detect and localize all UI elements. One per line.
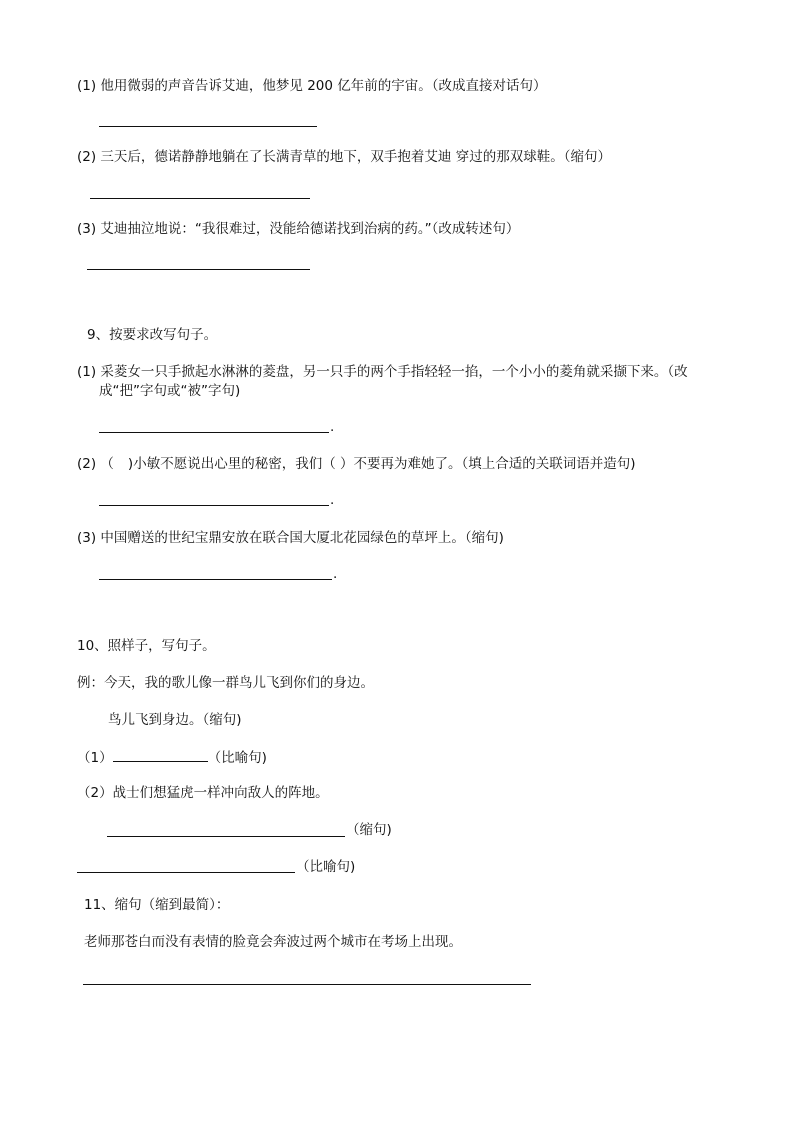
q11-title: 11、缩句（缩到最简）： <box>84 897 230 913</box>
q10-title: 10、照样子，写句子。 <box>77 638 216 654</box>
item-number: (2) <box>77 456 97 472</box>
item-text: 中国赠送的世纪宝鼎安放在联合国大厦北花园绿色的草坪上。（缩句) <box>100 530 504 546</box>
item-number: (1) <box>77 78 97 94</box>
q10-item-2: （2）战士们想猛虎一样冲向敌人的阵地。 <box>77 785 329 801</box>
answer-line[interactable] <box>83 984 531 985</box>
item-number: (3) <box>77 221 97 237</box>
answer-line[interactable] <box>99 579 332 580</box>
item-text: 三天后，德诺静静地躺在了长满青草的地下，双手抱着艾迪 穿过的那双球鞋。（缩句） <box>100 149 611 165</box>
answer-line[interactable] <box>77 872 295 873</box>
q9-item-3 <box>77 529 504 547</box>
q8-item-2 <box>77 148 611 166</box>
answer-line[interactable] <box>99 505 329 506</box>
end-period: . <box>330 492 335 508</box>
q10-item-2-suffix-a: （缩句) <box>346 822 392 838</box>
answer-line[interactable] <box>87 269 310 270</box>
q9-item-2 <box>77 455 636 473</box>
item-text: 艾迪抽泣地说：“我很难过，没能给德诺找到治病的药。”（改成转述句） <box>100 221 520 237</box>
item-number: (3) <box>77 530 97 546</box>
end-period: . <box>330 419 335 435</box>
item-number: （1） <box>77 750 113 766</box>
q8-item-1 <box>77 77 547 95</box>
answer-line[interactable] <box>113 747 208 762</box>
answer-line[interactable] <box>99 432 329 433</box>
q9-item-1 <box>77 363 688 381</box>
end-period: . <box>333 566 338 582</box>
answer-line[interactable] <box>99 126 317 127</box>
item-text: 他用微弱的声音告诉艾迪，他梦见 200 亿年前的宇宙。（改成直接对话句） <box>100 78 547 94</box>
item-number: (1) <box>77 364 97 380</box>
q11-text: 老师那苍白而没有表情的脸竟会奔波过两个城市在考场上出现。 <box>84 934 462 950</box>
item-text: 采菱女一只手掀起水淋淋的菱盘，另一只手的两个手指轻轻一掐，一个小小的菱角就采撷下来。（改 <box>100 364 688 380</box>
item-text: )小敏不愿说出心里的秘密，我们（ ）不要再为难她了。（填上合适的关联词语并造句) <box>127 456 636 472</box>
q10-item-1 <box>77 747 267 767</box>
item-suffix: （比喻句) <box>207 750 267 766</box>
q10-item-2-suffix-b: （比喻句) <box>296 859 356 875</box>
q9-title: 9、按要求改写句子。 <box>87 327 218 343</box>
q10-example: 例：今天，我的歌儿像一群鸟儿飞到你们的身边。 <box>77 675 374 691</box>
q10-example-answer: 鸟儿飞到身边。（缩句) <box>108 712 242 728</box>
item-number: (2) <box>77 149 97 165</box>
answer-line[interactable] <box>107 836 345 837</box>
open-paren: （ <box>100 456 114 472</box>
answer-line[interactable] <box>90 198 310 199</box>
q8-item-3 <box>77 220 519 238</box>
q9-item-1-cont: 成“把”字句或“被”字句) <box>99 383 241 399</box>
